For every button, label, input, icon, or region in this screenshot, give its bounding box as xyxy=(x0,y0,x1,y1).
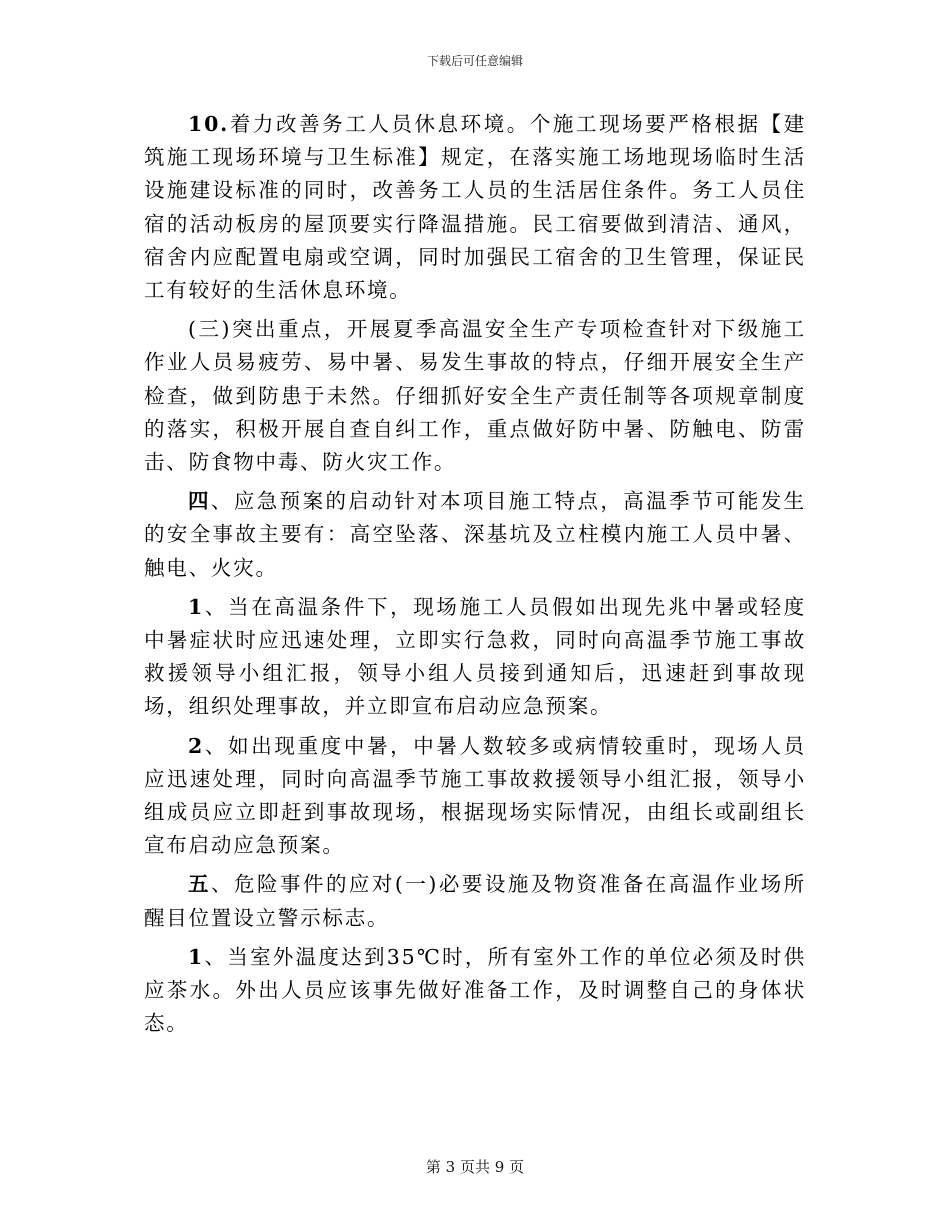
paragraph-text: 、危险事件的应对(一)必要设施及物资准备在高温作业场所醒目位置设立警示标志。 xyxy=(144,872,806,930)
page-header: 下载后可任意编辑 xyxy=(426,54,523,68)
document-body xyxy=(144,108,806,1046)
paragraph-text: (三)突出重点，开展夏季高温安全生产专项检查针对下级施工作业人员易疲劳、易中暑、易发生事故的特点，仔细开展安全生产检查，做到防患于未然。仔细抓好安全生产责任制等各项规章制度的落实，积极开展自查自纠工作，重点做好防中暑、防触电、防雷击、防食物中毒、防火灾工作。 xyxy=(144,317,806,475)
paragraph-section-five xyxy=(144,868,806,934)
paragraph-text: 、当室外温度达到35℃时，所有室外工作的单位必须及时供应茶水。外出人员应该事先做好准备工作，及时调整自己的身体状态。 xyxy=(144,944,806,1036)
paragraph-section-3 xyxy=(144,313,806,479)
paragraph-lead: 五 xyxy=(188,872,211,897)
page-footer: 第 3 页共 9 页 xyxy=(425,1158,525,1176)
paragraph-text: 、当在高温条件下，现场施工人员假如出现先兆中暑或轻度中暑症状时应迅速处理，立即实行急救，同时向高温季节施工事故救援领导小组汇报，领导小组人员接到通知后，迅速赶到事故现场，组织处理事故，并立即宣布启动应急预案。 xyxy=(144,594,806,719)
paragraph-10 xyxy=(144,108,806,307)
paragraph-text: 、应急预案的启动针对本项目施工特点，高温季节可能发生的安全事故主要有：高空坠落、深基坑及立柱模内施工人员中暑、触电、火灾。 xyxy=(144,489,806,580)
paragraph-lead: 1 xyxy=(188,594,205,619)
paragraph-lead: 10. xyxy=(188,112,230,136)
paragraph-lead: 四 xyxy=(188,489,211,514)
paragraph-text: 、如出现重度中暑，中暑人数较多或病情较重时，现场人员应迅速处理，同时向高温季节施工事故救援领导小组汇报，领导小组成员应立即赶到事故现场，根据现场实际情况，由组长或副组长宣布启动应急预案。 xyxy=(144,733,806,858)
paragraph-item-2 xyxy=(144,730,806,863)
paragraph-lead: 1 xyxy=(188,944,205,969)
paragraph-section-four xyxy=(144,485,806,585)
paragraph-lead: 2 xyxy=(188,733,205,758)
paragraph-text: 着力改善务工人员休息环境。个施工现场要严格根据【建筑施工现场环境与卫生标准】规定，在落实施工场地现场临时生活设施建设标准的同时，改善务工人员的生活居住条件。务工人员住宿的活动板房的屋顶要实行降温措施。民工宿要做到清洁、通风，宿舍内应配置电扇或空调，同时加强民工宿舍的卫生管理，保证民工有较好的生活休息环境。 xyxy=(144,112,806,303)
paragraph-item-1 xyxy=(144,591,806,724)
paragraph-item-1b xyxy=(144,941,806,1041)
